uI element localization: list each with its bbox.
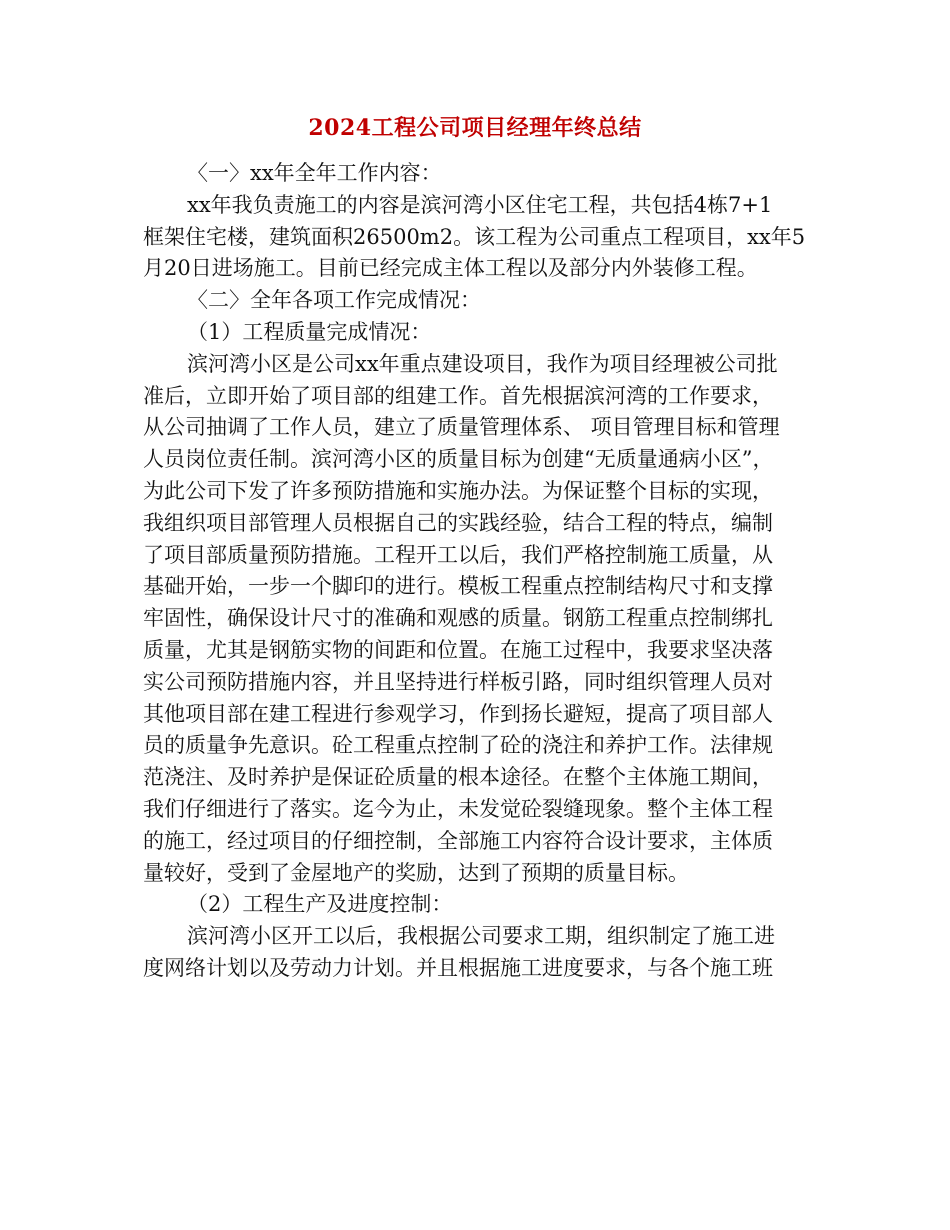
document-title: 2024工程公司项目经理年终总结 bbox=[308, 115, 642, 141]
paragraph-line: 滨河湾小区是公司xx年重点建设项目，我作为项目经理被公司批 bbox=[187, 351, 778, 376]
subsection-1-heading: （1）工程质量完成情况： bbox=[187, 319, 432, 344]
paragraph-line: 实公司预防措施内容，并且坚持进行样板引路，同时组织管理人员对 bbox=[143, 669, 773, 694]
paragraph-line: 量较好，受到了金屋地产的奖励，达到了预期的质量目标。 bbox=[143, 860, 689, 885]
section-1-paragraph bbox=[143, 190, 807, 285]
paragraph-line: 滨河湾小区开工以后，我根据公司要求工期，组织制定了施工进 bbox=[187, 924, 775, 949]
section-1-heading: 〈一〉xx年全年工作内容： bbox=[187, 161, 442, 185]
paragraph-line: 为此公司下发了许多预防措施和实施办法。为保证整个目标的实现， bbox=[143, 478, 773, 503]
section-2-heading: 〈二〉全年各项工作完成情况： bbox=[187, 288, 481, 313]
paragraph-line: 框架住宅楼，建筑面积26500m2。该工程为公司重点工程项目，xx年5 bbox=[143, 224, 806, 249]
paragraph-line: 了项目部质量预防措施。工程开工以后，我们严格控制施工质量，从 bbox=[143, 542, 773, 567]
paragraph-line: xx年我负责施工的内容是滨河湾小区住宅工程，共包括4栋7+1 bbox=[187, 192, 773, 217]
paragraph-line: 我们仔细进行了落实。迄今为止，未发觉砼裂缝现象。整个主体工程 bbox=[143, 796, 773, 821]
paragraph-line: 月20日进场施工。目前已经完成主体工程以及部分内外装修工程。 bbox=[143, 256, 758, 281]
paragraph-line: 人员岗位责任制。滨河湾小区的质量目标为创建“无质量通病小区”， bbox=[143, 447, 774, 472]
paragraph-line: 质量，尤其是钢筋实物的间距和位置。在施工过程中，我要求坚决落 bbox=[143, 637, 773, 662]
paragraph-line: 我组织项目部管理人员根据自己的实践经验，结合工程的特点，编制 bbox=[143, 510, 773, 535]
paragraph-line: 度网络计划以及劳动力计划。并且根据施工进度要求，与各个施工班 bbox=[143, 955, 773, 980]
subsection-2-heading: （2）工程生产及进度控制： bbox=[187, 892, 453, 917]
paragraph-line: 准后，立即开始了项目部的组建工作。首先根据滨河湾的工作要求， bbox=[143, 383, 773, 408]
paragraph-line: 范浇注、及时养护是保证砼质量的根本途径。在整个主体施工期间， bbox=[143, 765, 773, 790]
paragraph-line: 其他项目部在建工程进行参观学习，作到扬长避短，提高了项目部人 bbox=[143, 701, 773, 726]
paragraph-line: 牢固性，确保设计尺寸的准确和观感的质量。钢筋工程重点控制绑扎 bbox=[143, 606, 773, 631]
paragraph-line: 的施工，经过项目的仔细控制，全部施工内容符合设计要求，主体质 bbox=[143, 828, 773, 853]
subsection-1-paragraph bbox=[143, 349, 807, 890]
paragraph-line: 员的质量争先意识。砼工程重点控制了砼的浇注和养护工作。法律规 bbox=[143, 733, 773, 758]
paragraph-line: 从公司抽调了工作人员，建立了质量管理体系、 项目管理目标和管理 bbox=[143, 415, 780, 440]
paragraph-line: 基础开始，一步一个脚印的进行。模板工程重点控制结构尺寸和支撑 bbox=[143, 574, 773, 599]
document-body bbox=[143, 158, 807, 985]
subsection-2-paragraph bbox=[143, 921, 807, 985]
